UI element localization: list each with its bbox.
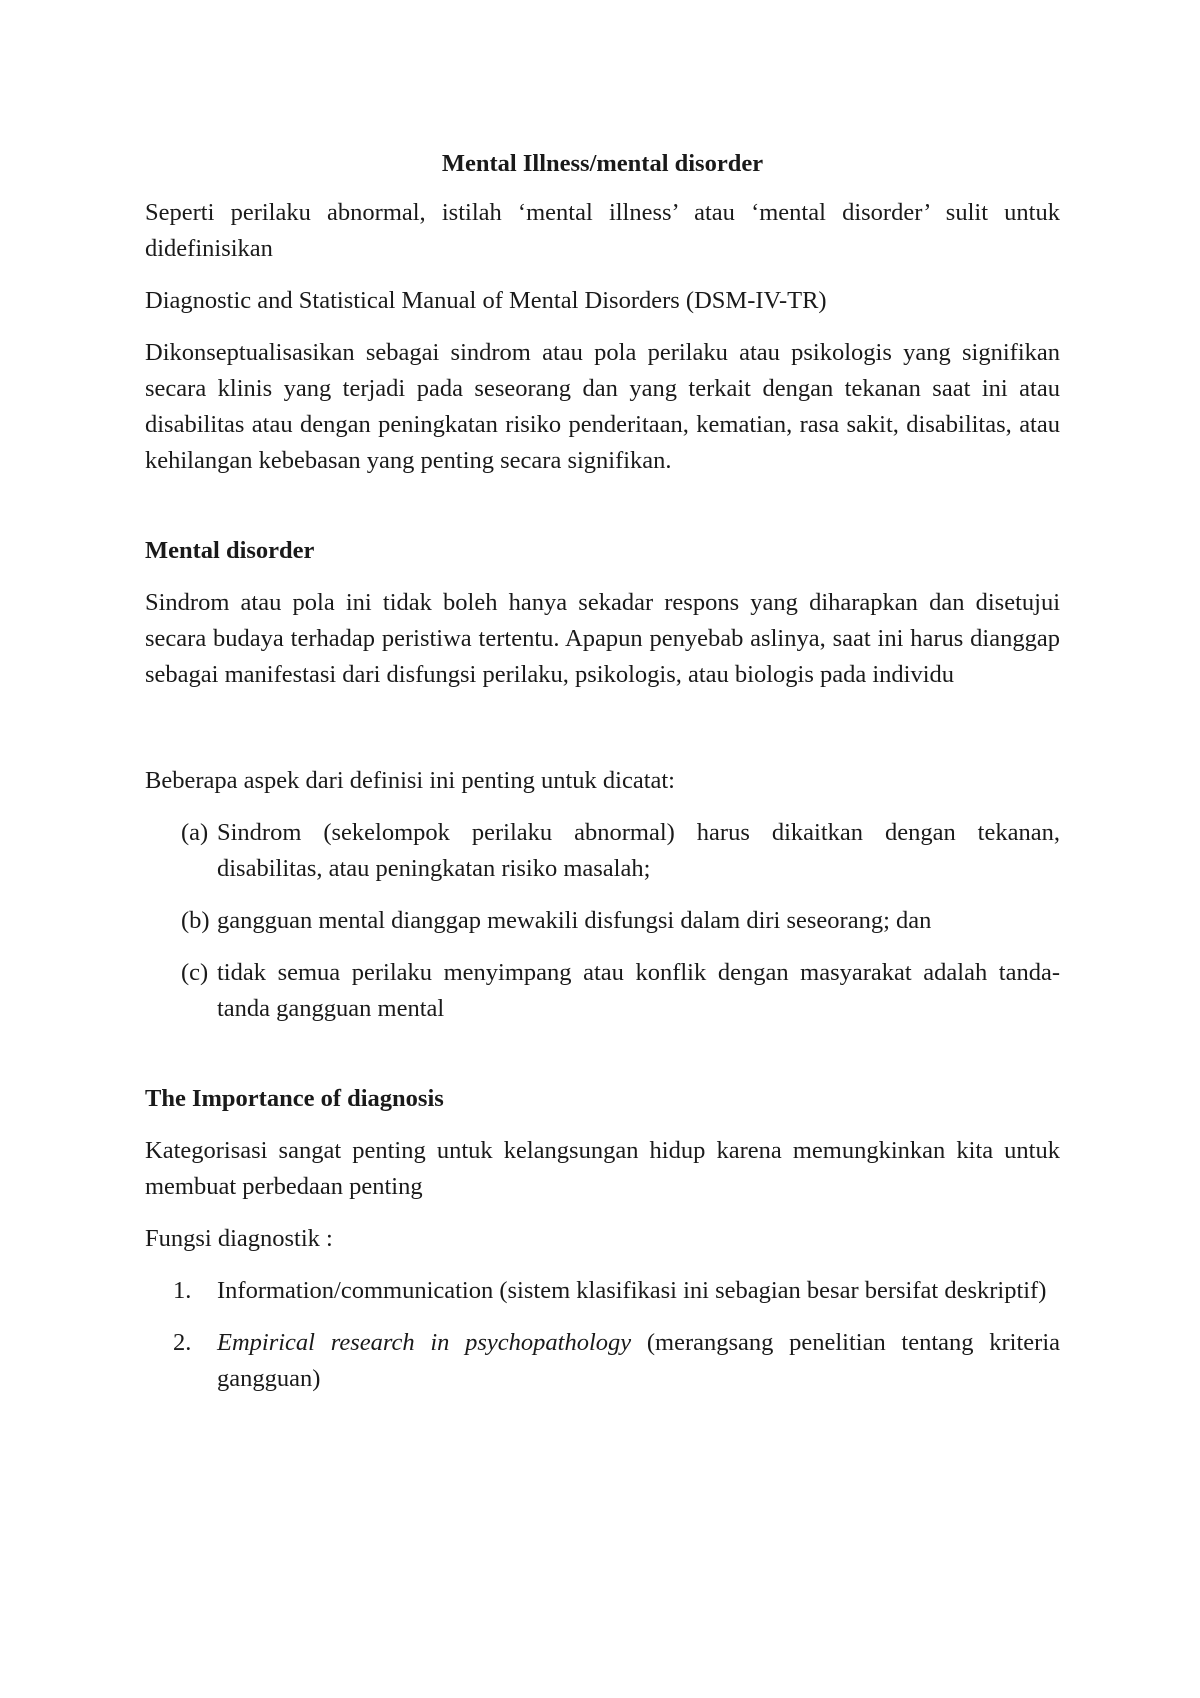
mental-disorder-paragraph: Sindrom atau pola ini tidak boleh hanya sekadar respons yang diharapkan dan disetujui secara budaya terhadap peristiwa tertentu. Apapun penyebab aslinya, saat ini harus dianggap sebagai manifestasi dari disfungsi perilaku, psikologis, atau biologis pada individu bbox=[145, 589, 1060, 688]
function-text: (merangsang penelitian tentang kriteria gangguan) bbox=[217, 1329, 1060, 1392]
list-marker: (b) bbox=[181, 907, 210, 934]
list-marker: (c) bbox=[181, 959, 209, 986]
functions-list bbox=[145, 1273, 1060, 1397]
list-marker: 2. bbox=[173, 1329, 192, 1356]
aspect-text: gangguan mental dianggap mewakili disfungsi dalam diri seseorang; dan bbox=[217, 907, 932, 934]
list-marker: 1. bbox=[173, 1277, 192, 1304]
dsm-definition: Dikonseptualisasikan sebagai sindrom atau pola perilaku atau psikologis yang signifikan secara klinis yang terjadi pada seseorang dan yang terkait dengan tekanan saat ini atau disabilitas atau dengan peningkatan risiko penderitaan, kematian, rasa sakit, disabilitas, atau kehilangan kebebasan yang penting secara signifikan. bbox=[145, 339, 1060, 474]
document-body bbox=[145, 146, 1060, 1413]
mental-disorder-heading: Mental disorder bbox=[145, 537, 315, 564]
function-item-2 bbox=[145, 1325, 1060, 1397]
document-title: Mental Illness/mental disorder bbox=[441, 150, 764, 177]
function-text: Information/communication (sistem klasifikasi ini sebagian besar bersifat deskriptif) bbox=[217, 1277, 1047, 1304]
functions-label: Fungsi diagnostik : bbox=[145, 1225, 333, 1252]
diagnosis-heading: The Importance of diagnosis bbox=[145, 1085, 444, 1112]
aspect-item-a bbox=[145, 815, 1060, 887]
dsm-line: Diagnostic and Statistical Manual of Mental Disorders (DSM-IV-TR) bbox=[145, 287, 827, 314]
function-italic-text: Empirical research in psychopathology bbox=[217, 1329, 632, 1356]
intro-paragraph: Seperti perilaku abnormal, istilah ‘mental illness’ atau ‘mental disorder’ sulit untuk didefinisikan bbox=[145, 199, 1060, 262]
aspect-text: Sindrom (sekelompok perilaku abnormal) harus dikaitkan dengan tekanan, disabilitas, atau peningkatan risiko masalah; bbox=[217, 819, 1060, 882]
function-item-1 bbox=[145, 1273, 1060, 1309]
aspect-text: tidak semua perilaku menyimpang atau konflik dengan masyarakat adalah tanda-tanda gangguan mental bbox=[217, 959, 1060, 1022]
aspect-item-c bbox=[145, 955, 1060, 1027]
aspects-list bbox=[145, 815, 1060, 1027]
diagnosis-paragraph: Kategorisasi sangat penting untuk kelangsungan hidup karena memungkinkan kita untuk membuat perbedaan penting bbox=[145, 1137, 1060, 1200]
list-marker: (a) bbox=[181, 819, 209, 846]
aspects-intro: Beberapa aspek dari definisi ini penting untuk dicatat: bbox=[145, 767, 675, 794]
aspect-item-b bbox=[145, 903, 1060, 939]
